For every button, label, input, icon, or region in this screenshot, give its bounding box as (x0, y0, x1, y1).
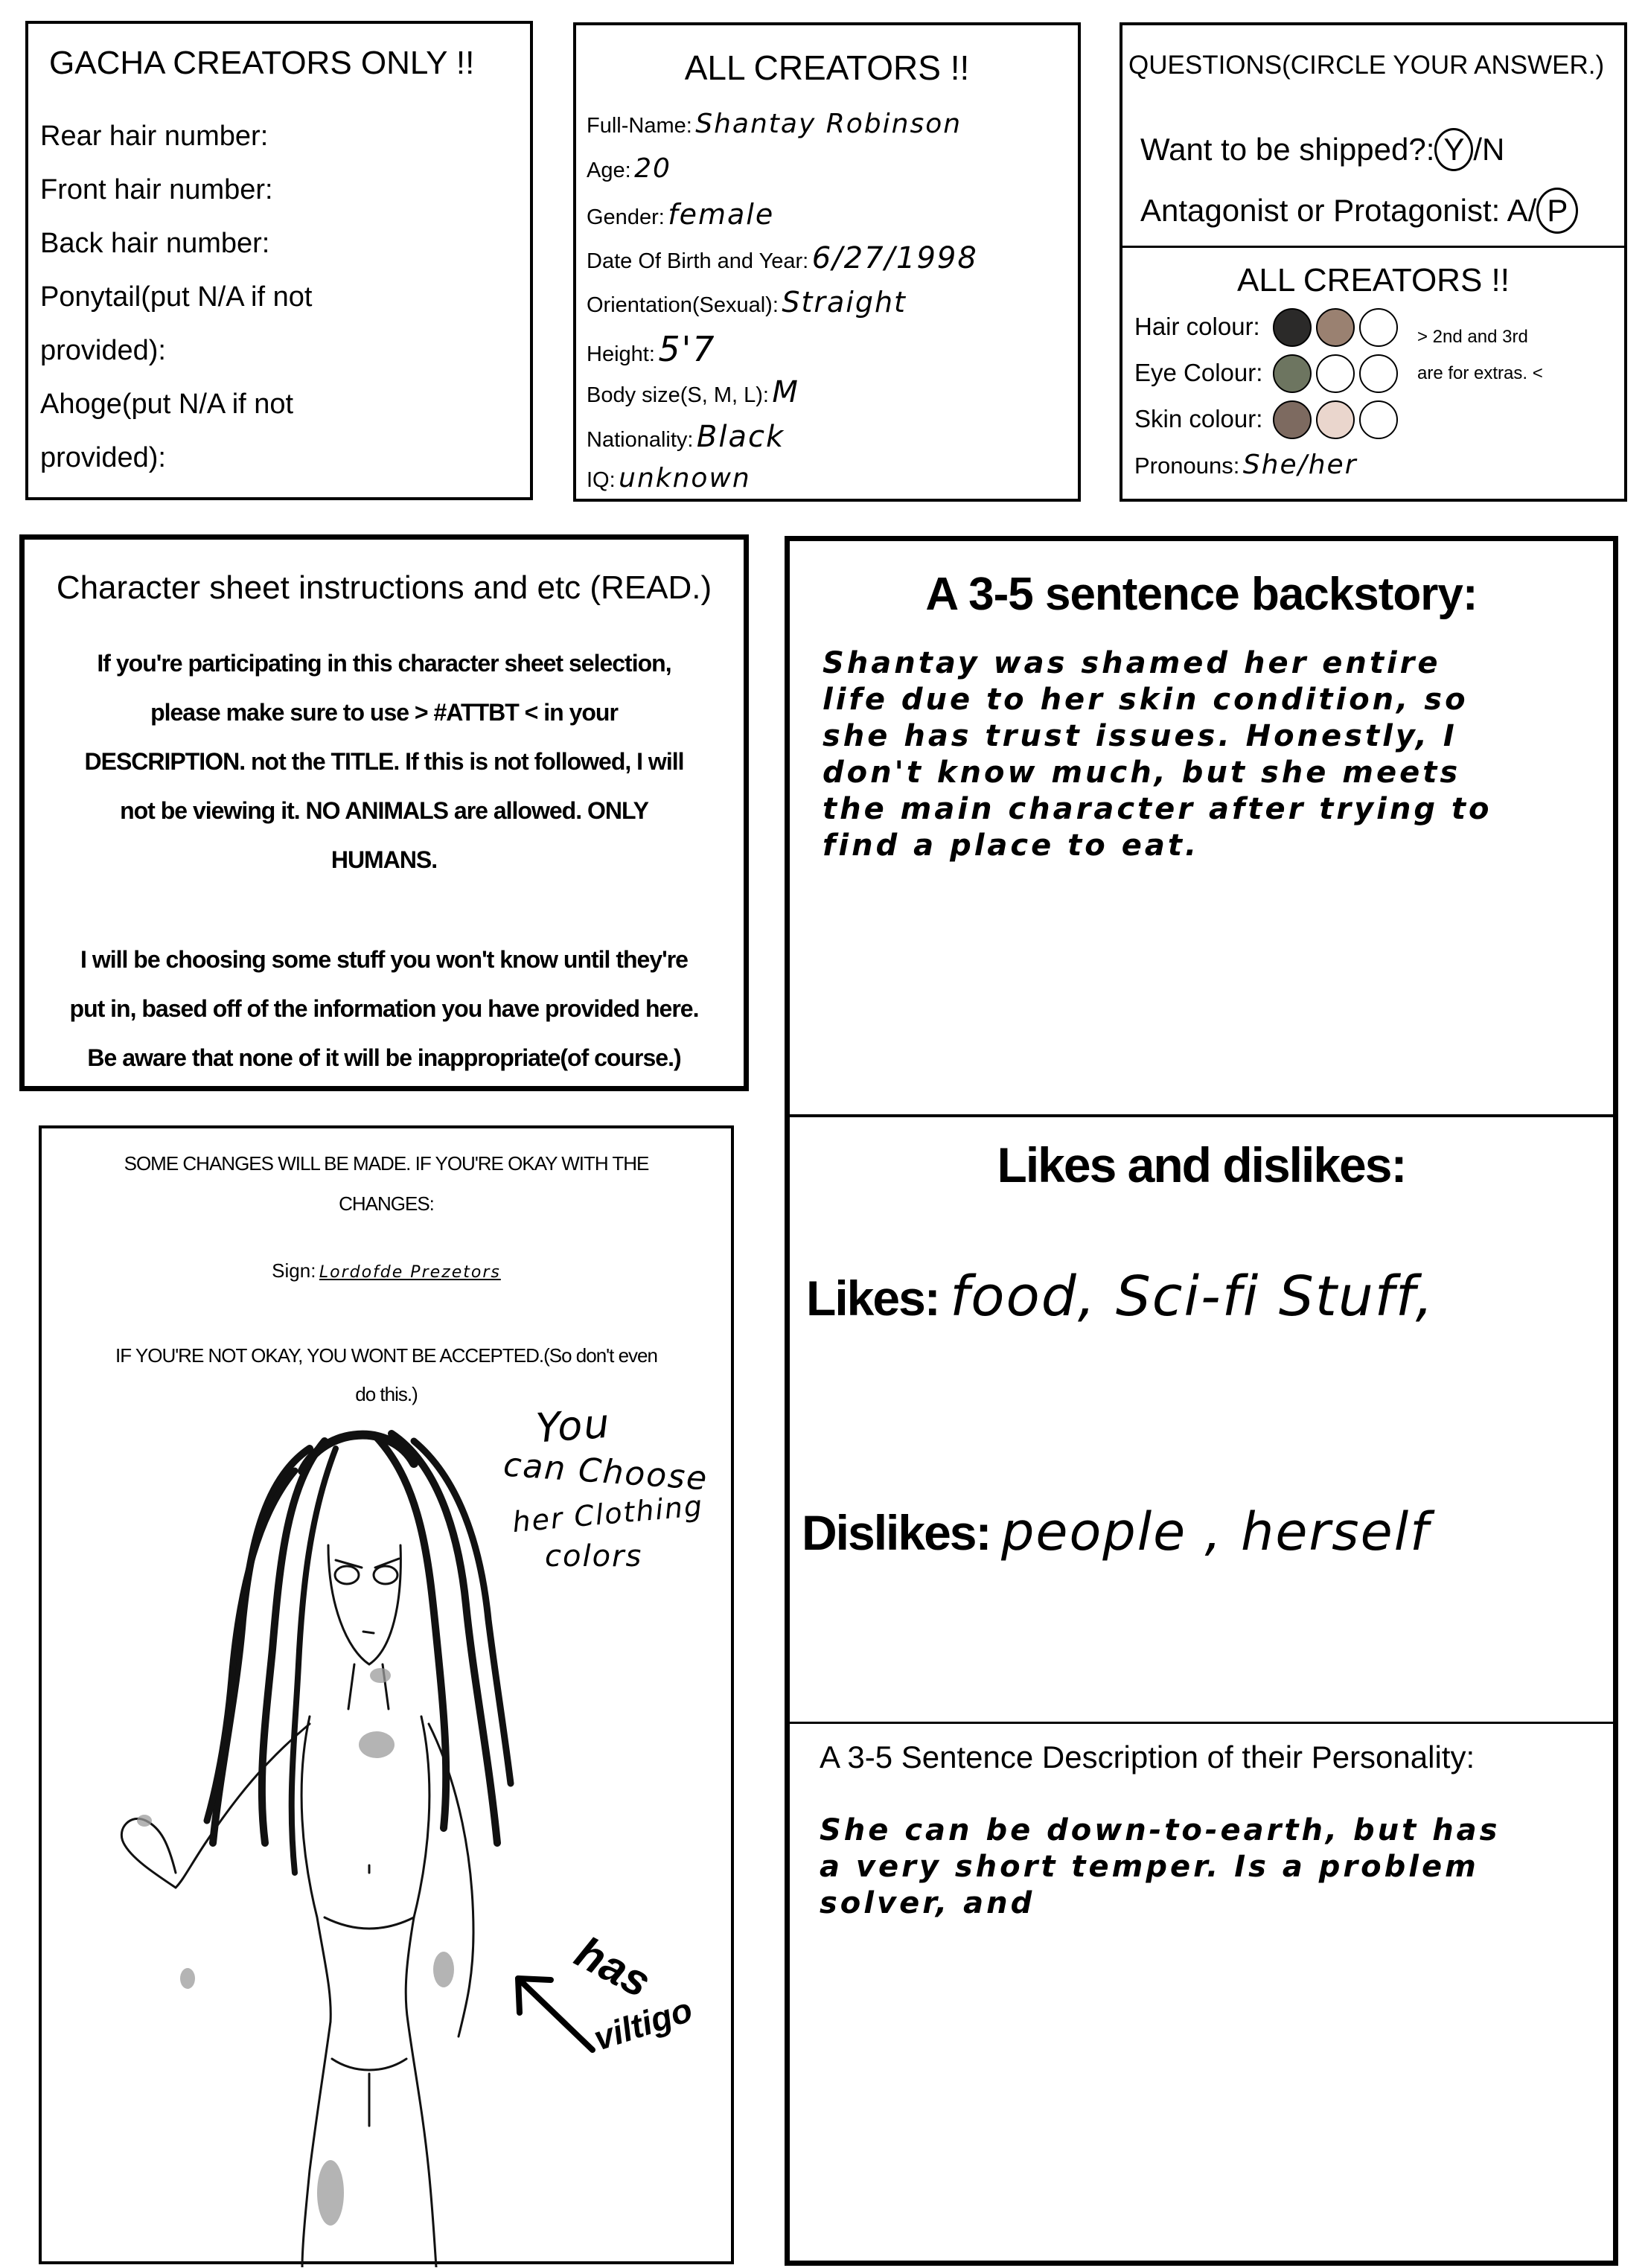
extras-note-line2: are for extras. < (1417, 363, 1543, 383)
info-row-age (587, 153, 671, 184)
questions-title: QUESTIONS(CIRCLE YOUR ANSWER.) (1128, 51, 1605, 80)
clothing-note-line: colors (545, 1539, 643, 1574)
instructions-line: I will be choosing some stuff you won't know until they're (80, 946, 688, 973)
pronouns-value: She/her (1242, 450, 1358, 480)
extras-note-line1: > 2nd and 3rd (1417, 327, 1528, 347)
info-row-iq (587, 463, 751, 493)
backstory-line: don't know much, but she meets (823, 756, 1461, 790)
info-label: Nationality: (587, 428, 694, 452)
skin-colour-swatch (1316, 400, 1355, 439)
question-shipped (1140, 128, 1504, 171)
all-creators-info-panel (573, 22, 1081, 502)
hair-colour-swatch (1359, 308, 1398, 347)
vitiligo-note-line: viltigo (589, 1990, 697, 2058)
hair-colour-swatch (1273, 308, 1312, 347)
info-row-body-size (587, 375, 799, 409)
info-value: M (772, 375, 799, 409)
info-row-orientation (587, 286, 907, 319)
gacha-field-ponytail-cont: provided): (40, 335, 166, 366)
info-label: Height: (587, 342, 655, 366)
gacha-field-front-hair: Front hair number: (40, 174, 273, 205)
gacha-title: GACHA CREATORS ONLY !! (49, 45, 475, 81)
answer-y-circled: Y (1434, 128, 1473, 171)
question-role (1140, 188, 1578, 234)
info-row-gender (587, 198, 774, 231)
hair-colour-swatch (1316, 308, 1355, 347)
backstory-panel (785, 536, 1618, 2266)
signature-value: Lordofde Prezetors (319, 1263, 501, 1282)
instructions-line: please make sure to use > #ATTBT < in your (150, 699, 618, 726)
consent-drawing-panel (39, 1125, 734, 2264)
consent-line3: IF YOU'RE NOT OKAY, YOU WONT BE ACCEPTED.(So don't even (115, 1344, 657, 1367)
gacha-field-back-hair: Back hair number: (40, 228, 270, 259)
info-label: Full-Name: (587, 114, 692, 138)
likes-value: food, Sci-fi Stuff, (950, 1265, 1435, 1329)
personality-line: She can be down-to-earth, but has (820, 1813, 1501, 1847)
info-label: Body size(S, M, L): (587, 383, 769, 407)
likes-row (806, 1265, 1434, 1329)
backstory-line: life due to her skin condition, so (823, 683, 1469, 717)
dislikes-row (802, 1501, 1430, 1562)
instructions-line: If you're participating in this character sheet selection, (97, 650, 671, 677)
info-value: Straight (782, 286, 907, 319)
info-row-nationality (587, 420, 785, 454)
dislikes-value: people , herself (1000, 1501, 1430, 1562)
questions-divider (1122, 246, 1624, 248)
info-value: female (668, 198, 775, 231)
instructions-line: HUMANS. (330, 846, 438, 873)
question-role-label: Antagonist or Protagonist: A/ (1140, 193, 1537, 228)
skin-colour-swatch (1359, 400, 1398, 439)
consent-line4: do this.) (355, 1383, 418, 1405)
info-value: 20 (634, 153, 671, 184)
gacha-field-ahoge: Ahoge(put N/A if not (40, 389, 294, 420)
instructions-title: Character sheet instructions and etc (READ.) (56, 569, 712, 606)
instructions-line: Be aware that none of it will be inappropriate(of course.) (87, 1044, 681, 1071)
gacha-creators-panel (25, 21, 533, 500)
pronouns-label: Pronouns: (1134, 453, 1240, 479)
answer-p-circled: P (1536, 188, 1578, 234)
instructions-line: not be viewing it. NO ANIMALS are allowed. ONLY (120, 797, 648, 824)
info-value: Shantay Robinson (695, 109, 962, 139)
info-label: Gender: (587, 205, 665, 229)
info-value: unknown (619, 463, 751, 493)
personality-title: A 3-5 Sentence Description of their Personality: (820, 1740, 1475, 1775)
eye-colour-swatch (1359, 354, 1398, 393)
eye-colour-swatch (1316, 354, 1355, 393)
info-value: 6/27/1998 (811, 241, 978, 275)
info-label: Orientation(Sexual): (587, 293, 779, 317)
info-label: IQ: (587, 468, 616, 492)
vitiligo-note-line: has (567, 1926, 659, 2007)
hair-colour-label: Hair colour: (1134, 313, 1260, 340)
info-row-height (587, 329, 716, 369)
personality-line: solver, and (820, 1886, 1035, 1920)
instructions-line: put in, based off of the information you have provided here. (69, 995, 699, 1022)
skin-colour-label: Skin colour: (1134, 405, 1263, 432)
info-row-fullname (587, 109, 962, 139)
colours-title: ALL CREATORS !! (1237, 262, 1510, 298)
instructions-panel (19, 534, 749, 1091)
sign-label: Sign: (272, 1259, 316, 1282)
gacha-field-ponytail: Ponytail(put N/A if not (40, 281, 313, 313)
dislikes-label: Dislikes: (802, 1505, 991, 1560)
instructions-line: DESCRIPTION. not the TITLE. If this is not followed, I will (84, 748, 684, 775)
gacha-field-ahoge-cont: provided): (40, 442, 166, 473)
backstory-divider (790, 1114, 1613, 1117)
backstory-line: Shantay was shamed her entire (823, 646, 1441, 680)
backstory-title: A 3-5 sentence backstory: (925, 569, 1478, 620)
likes-title: Likes and dislikes: (997, 1137, 1406, 1192)
clothing-note-line: You (534, 1399, 613, 1452)
personality-line: a very short temper. Is a problem (820, 1850, 1479, 1884)
clothing-note-line: can Choose (502, 1446, 709, 1498)
pronouns-row (1134, 450, 1358, 480)
gacha-field-rear-hair: Rear hair number: (40, 121, 269, 152)
questions-panel (1120, 22, 1627, 502)
consent-line2: CHANGES: (339, 1192, 434, 1215)
info-label: Date Of Birth and Year: (587, 249, 809, 273)
info-value: 5'7 (658, 329, 716, 369)
likes-divider (790, 1722, 1613, 1724)
info-value: Black (696, 420, 785, 454)
character-sketch (42, 1128, 737, 2267)
backstory-line: the main character after trying to (823, 792, 1492, 826)
consent-line1: SOME CHANGES WILL BE MADE. IF YOU'RE OKAY WITH THE (124, 1152, 649, 1175)
info-label: Age: (587, 159, 631, 182)
eye-colour-label: Eye Colour: (1134, 359, 1263, 386)
likes-label: Likes: (806, 1271, 939, 1326)
clothing-note-line: her Clothing (511, 1489, 705, 1539)
skin-colour-swatch (1273, 400, 1312, 439)
eye-colour-swatch (1273, 354, 1312, 393)
backstory-line: she has trust issues. Honestly, I (823, 719, 1457, 753)
all-creators-title: ALL CREATORS !! (684, 48, 970, 87)
question-shipped-no: /N (1473, 132, 1505, 167)
backstory-line: find a place to eat. (823, 828, 1200, 863)
question-shipped-label: Want to be shipped?: (1140, 132, 1435, 167)
info-row-dob (587, 241, 978, 275)
